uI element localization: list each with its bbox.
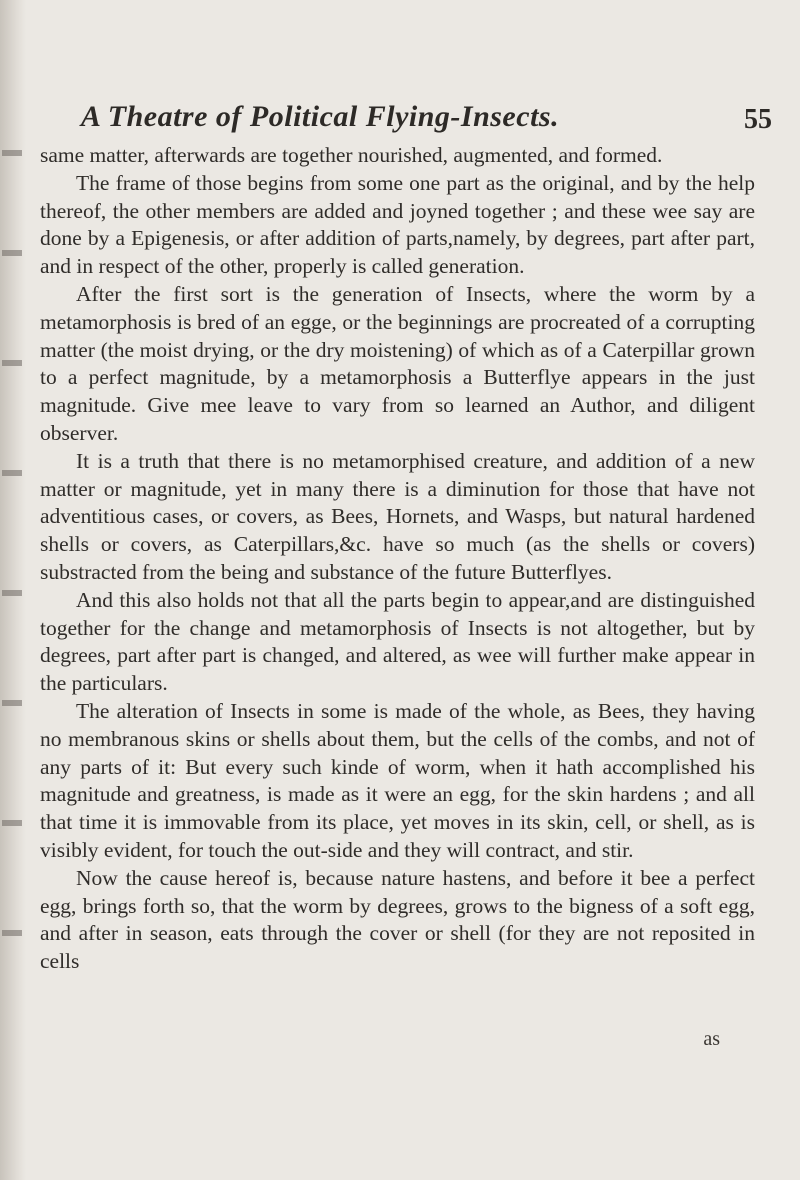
paragraph: The alteration of Insects in some is made of the whole, as Bees, they having no membranous skins or shells about them, but the cells of the combs, and not of any parts of it: But every such kinde of worm, when it hath accomplished his magnitude and greatness, is made as it were an egg, for the skin hardens ; and all that time it is immovable from its place, yet moves in its skin, cell, or shell, as is visibly evident, for touch the out-side and they will contract, and stir. <box>40 698 755 862</box>
paragraph: After the first sort is the generation of Insects, where the worm by a metamorphosis is bred of an egge, or the beginnings are procreated of a corrupting matter (the moist drying, or the dry moistening) of which as of a Caterpillar grown to a perfect magnitude, by a metamorphosis a Butterflye appears in the just magnitude. Give mee leave to vary from so learned an Author, and diligent observer. <box>40 281 755 445</box>
page-number: 55 <box>744 104 772 135</box>
running-title: A Theatre of Political Flying-Insects. <box>80 100 560 133</box>
gutter-bleed-mark <box>2 820 22 826</box>
gutter-bleed-mark <box>2 150 22 156</box>
paragraph: same matter, afterwards are together nourished, augmented, and formed. <box>40 143 663 167</box>
paragraph: And this also holds not that all the parts begin to appear,and are distinguished together for the change and metamorphosis of Insects is not altogether, but by degrees, part after part is changed, and altered, as wee will further make appear in the particulars. <box>40 587 755 696</box>
paragraph: The frame of those begins from some one part as the original, and by the help thereof, the other members are added and joyned together ; and these wee say are done by a Epigenesis, or after addition of parts,namely, by degrees, part after part, and in respect of the other, properly is called generation. <box>40 170 755 279</box>
gutter-bleed-mark <box>2 250 22 256</box>
catchword: as <box>703 1028 720 1050</box>
gutter-bleed-mark <box>2 470 22 476</box>
page-gutter <box>0 0 26 1180</box>
gutter-bleed-mark <box>2 700 22 706</box>
gutter-bleed-mark <box>2 360 22 366</box>
paragraph: It is a truth that there is no metamorphised creature, and addition of a new matter or magnitude, yet in many there is a diminution for those that have not adventitious cases, or covers, as Bees, Hornets, and Wasps, but natural hardened shells or covers, as Caterpillars,&c. have so much (as the shells or covers) substracted from the being and substance of the future Butterflyes. <box>40 448 755 584</box>
body-text <box>40 142 755 976</box>
gutter-bleed-mark <box>2 590 22 596</box>
gutter-bleed-mark <box>2 930 22 936</box>
paragraph: Now the cause hereof is, because nature hastens, and before it bee a perfect egg, brings forth so, that the worm by degrees, grows to the bigness of a soft egg, and after in season, eats through the cover or shell (for they are not reposited in cells <box>40 865 755 974</box>
